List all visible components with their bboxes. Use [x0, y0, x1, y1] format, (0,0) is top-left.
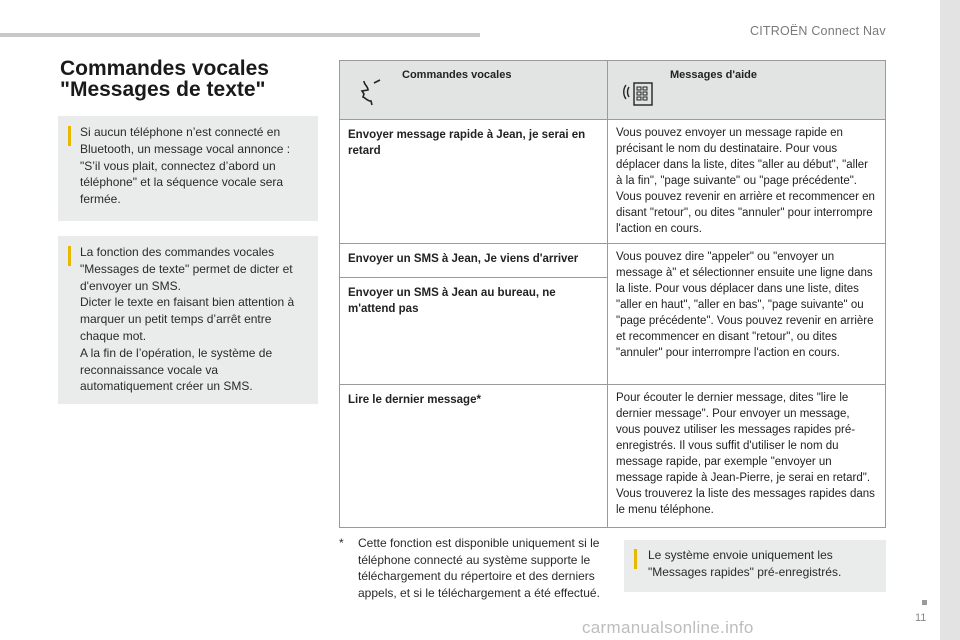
- note-accent-bar: [634, 549, 637, 569]
- help-cell: Pour écouter le dernier message, dites "lire le dernier message". Pour envoyer un message, vous pouvez utiliser les messages rapides pré-enregistrés. Il vous suffit d'utiliser le nom du message rapide, par exemple "envoyer un message rapide à Jean-Pierre, je serai en retard". Vous trouverez la liste des messages rapides dans le menu téléphone.: [608, 385, 886, 528]
- title-line-2: "Messages de texte": [60, 78, 266, 101]
- command-cell: Envoyer un SMS à Jean au bureau, ne m'attend pas: [348, 287, 556, 315]
- table-header-row: [340, 61, 886, 120]
- page-number: 11: [915, 612, 927, 624]
- voice-help-icon: [622, 77, 656, 116]
- command-cell: Envoyer un SMS à Jean, Je viens d'arriver: [340, 244, 607, 278]
- header-label-help: Messages d'aide: [670, 69, 757, 81]
- info-note-bluetooth: [58, 116, 318, 221]
- note-accent-bar: [68, 246, 71, 266]
- help-cell: Vous pouvez dire "appeler" ou "envoyer un message à" et sélectionner ensuite une ligne dans la liste. Pour vous déplacer dans une liste, dites "aller en haut", "aller en bas", "page suivante" ou "page précédente". Vous pouvez revenir en arrière et recommencer en disant "retour", ou dites "annuler" pour interrompre l'action en cours.: [608, 244, 886, 385]
- info-note-quick-messages: [624, 540, 886, 592]
- table-row: [340, 385, 886, 528]
- title-line-1: Commandes vocales: [60, 57, 269, 80]
- command-cell: Envoyer message rapide à Jean, je serai en retard: [340, 120, 608, 244]
- voice-commands-table: [339, 60, 886, 528]
- note-text: La fonction des commandes vocales "Messages de texte" permet de dicter et d'envoyer un SMS. Dicter le texte en faisant bien attention à marquer un petit temps d’arrêt entre chaque mot. A la fin de l’opération, le système de reconnaissance vocale va automatiquement créer un SMS.: [80, 245, 295, 394]
- table-row: [340, 244, 886, 385]
- footnote-marker: *: [339, 536, 344, 550]
- header-cell-commands: [340, 61, 608, 120]
- header-cell-help: [608, 61, 886, 120]
- brand-header: CITROËN Connect Nav: [750, 24, 886, 38]
- note-text: Si aucun téléphone n’est connecté en Bluetooth, un message vocal annonce : "S’il vous plait, connectez d’abord un téléphone" et la séquence vocale sera fermée.: [80, 125, 291, 207]
- watermark: carmanualsonline.info: [582, 618, 754, 637]
- note-text: Le système envoie uniquement les "Messages rapides" pré-enregistrés.: [648, 548, 842, 579]
- footnote-text: Cette fonction est disponible uniquement si le téléphone connecté au système supporte le téléchargement du répertoire et des derniers appels, et si le téléchargement a été effectué.: [358, 536, 600, 600]
- note-accent-bar: [68, 126, 71, 146]
- info-note-sms-dictation: [58, 236, 318, 404]
- header-label-commands: Commandes vocales: [402, 69, 512, 81]
- page-title: [60, 58, 269, 100]
- help-cell: Vous pouvez envoyer un message rapide en précisant le nom du destinataire. Pour vous déplacer dans la liste, dites "aller au début", "aller à la fin", "page suivante" ou "page précédente". Vous pouvez revenir en arrière et recommencer en disant "retour", ou dites "annuler" pour interrompre l'action en cours.: [608, 120, 886, 244]
- header-rule: [0, 33, 480, 37]
- voice-command-icon: [354, 77, 384, 112]
- footnote: [339, 535, 604, 601]
- side-strip: [940, 0, 960, 640]
- page-marker: [922, 600, 927, 605]
- command-cell: Lire le dernier message*: [340, 385, 608, 528]
- table-row: [340, 120, 886, 244]
